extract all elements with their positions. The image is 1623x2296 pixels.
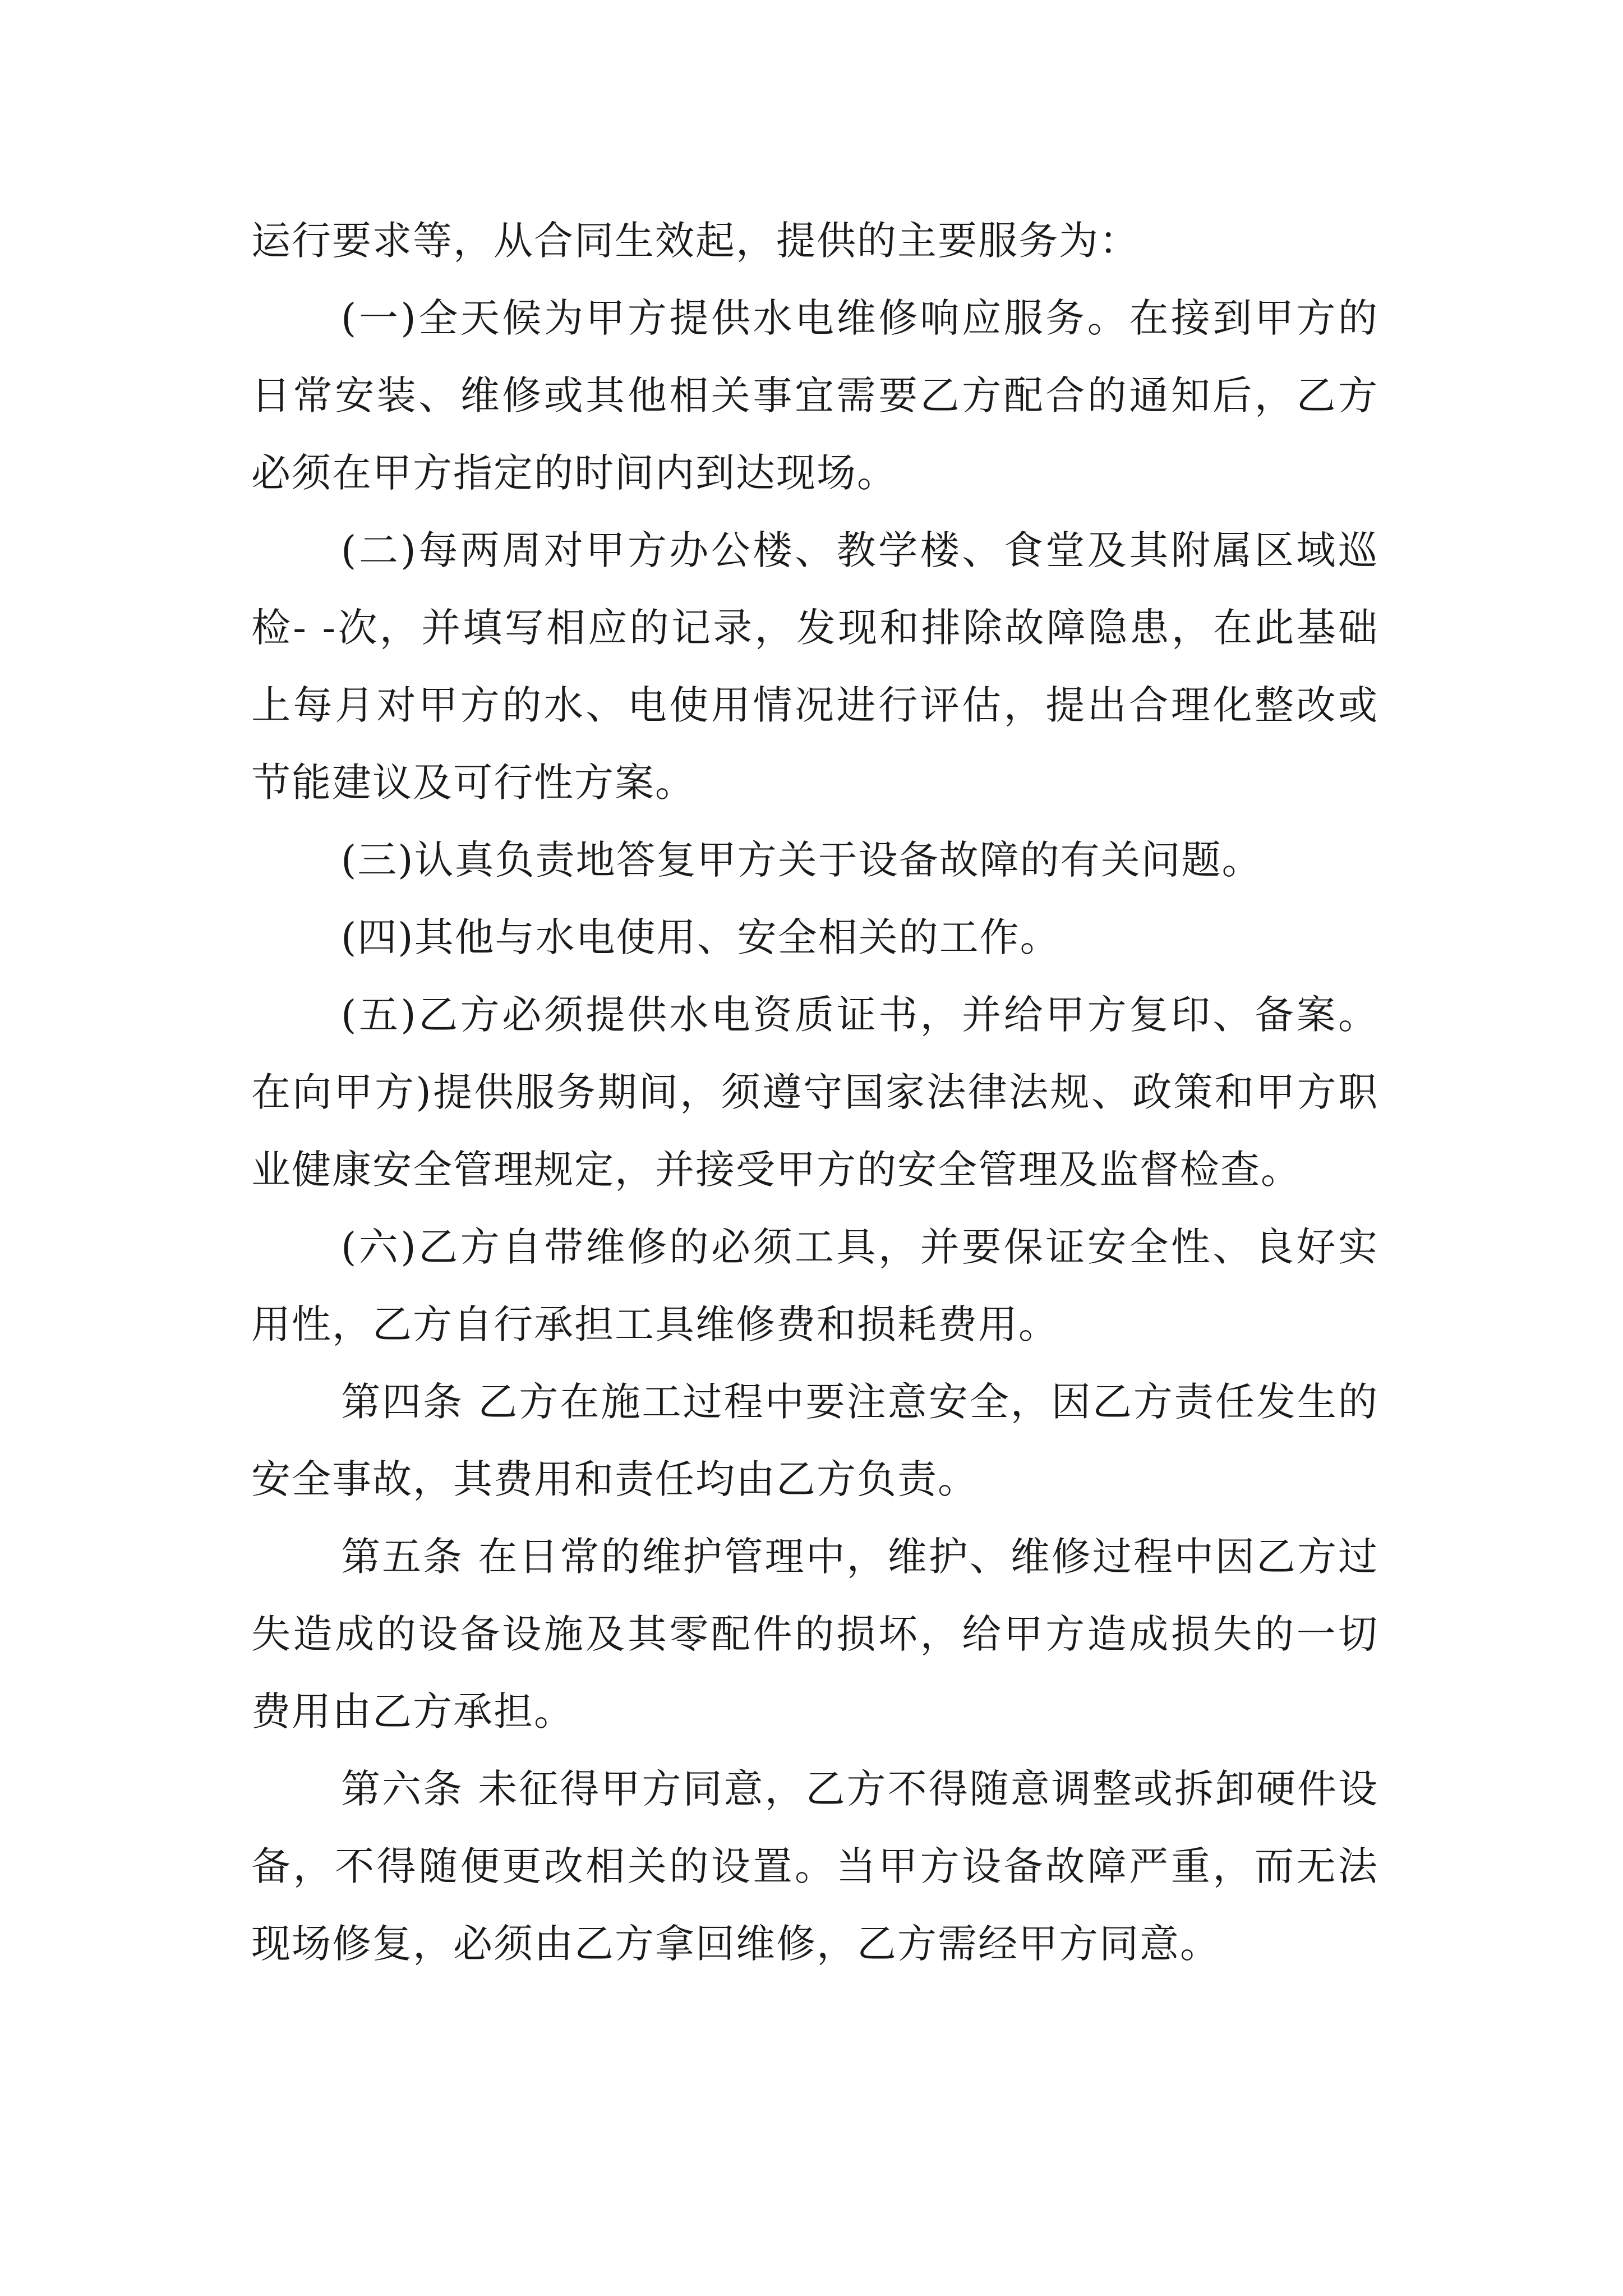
paragraph-item-2: (二)每两周对甲方办公楼、教学楼、食堂及其附属区域巡检- -次，并填写相应的记录，发现和排除故障隐患，在此基础上每月对甲方的水、电使用情况进行评估，提出合理化整改或节能建议及可行性方案。 xyxy=(251,527,1378,806)
paragraph-item-6: (六)乙方自带维修的必须工具，并要保证安全性、良好实用性，乙方自行承担工具维修费和损耗费用。 xyxy=(251,1224,1378,1347)
paragraph-item-5: (五)乙方必须提供水电资质证书，并给甲方复印、备案。在向甲方)提供服务期间，须遵守国家法律法规、政策和甲方职业健康安全管理规定，并接受甲方的安全管理及监督检查。 xyxy=(251,992,1378,1193)
paragraph-article-4: 第四条 乙方在施工过程中要注意安全，因乙方责任发生的安全事故，其费用和责任均由乙方负责。 xyxy=(251,1379,1378,1502)
paragraph-item-4: (四)其他与水电使用、安全相关的工作。 xyxy=(341,914,1061,960)
paragraph-article-6: 第六条 未征得甲方同意，乙方不得随意调整或拆卸硬件设备，不得随便更改相关的设置。当甲方设备故障严重，而无法现场修复，必须由乙方拿回维修，乙方需经甲方同意。 xyxy=(251,1766,1378,1967)
paragraph-service-intro: 运行要求等，从合同生效起，提供的主要服务为： xyxy=(251,218,1140,264)
paragraph-article-5: 第五条 在日常的维护管理中，维护、维修过程中因乙方过失造成的设备设施及其零配件的损坏，给甲方造成损失的一切费用由乙方承担。 xyxy=(251,1534,1378,1734)
paragraph-item-1: (一)全天候为甲方提供水电维修响应服务。在接到甲方的日常安装、维修或其他相关事宜需要乙方配合的通知后，乙方必须在甲方指定的时间内到达现场。 xyxy=(251,295,1378,496)
paragraph-item-3: (三)认真负责地答复甲方关于设备故障的有关问题。 xyxy=(341,837,1262,883)
document-body xyxy=(251,202,1378,1982)
